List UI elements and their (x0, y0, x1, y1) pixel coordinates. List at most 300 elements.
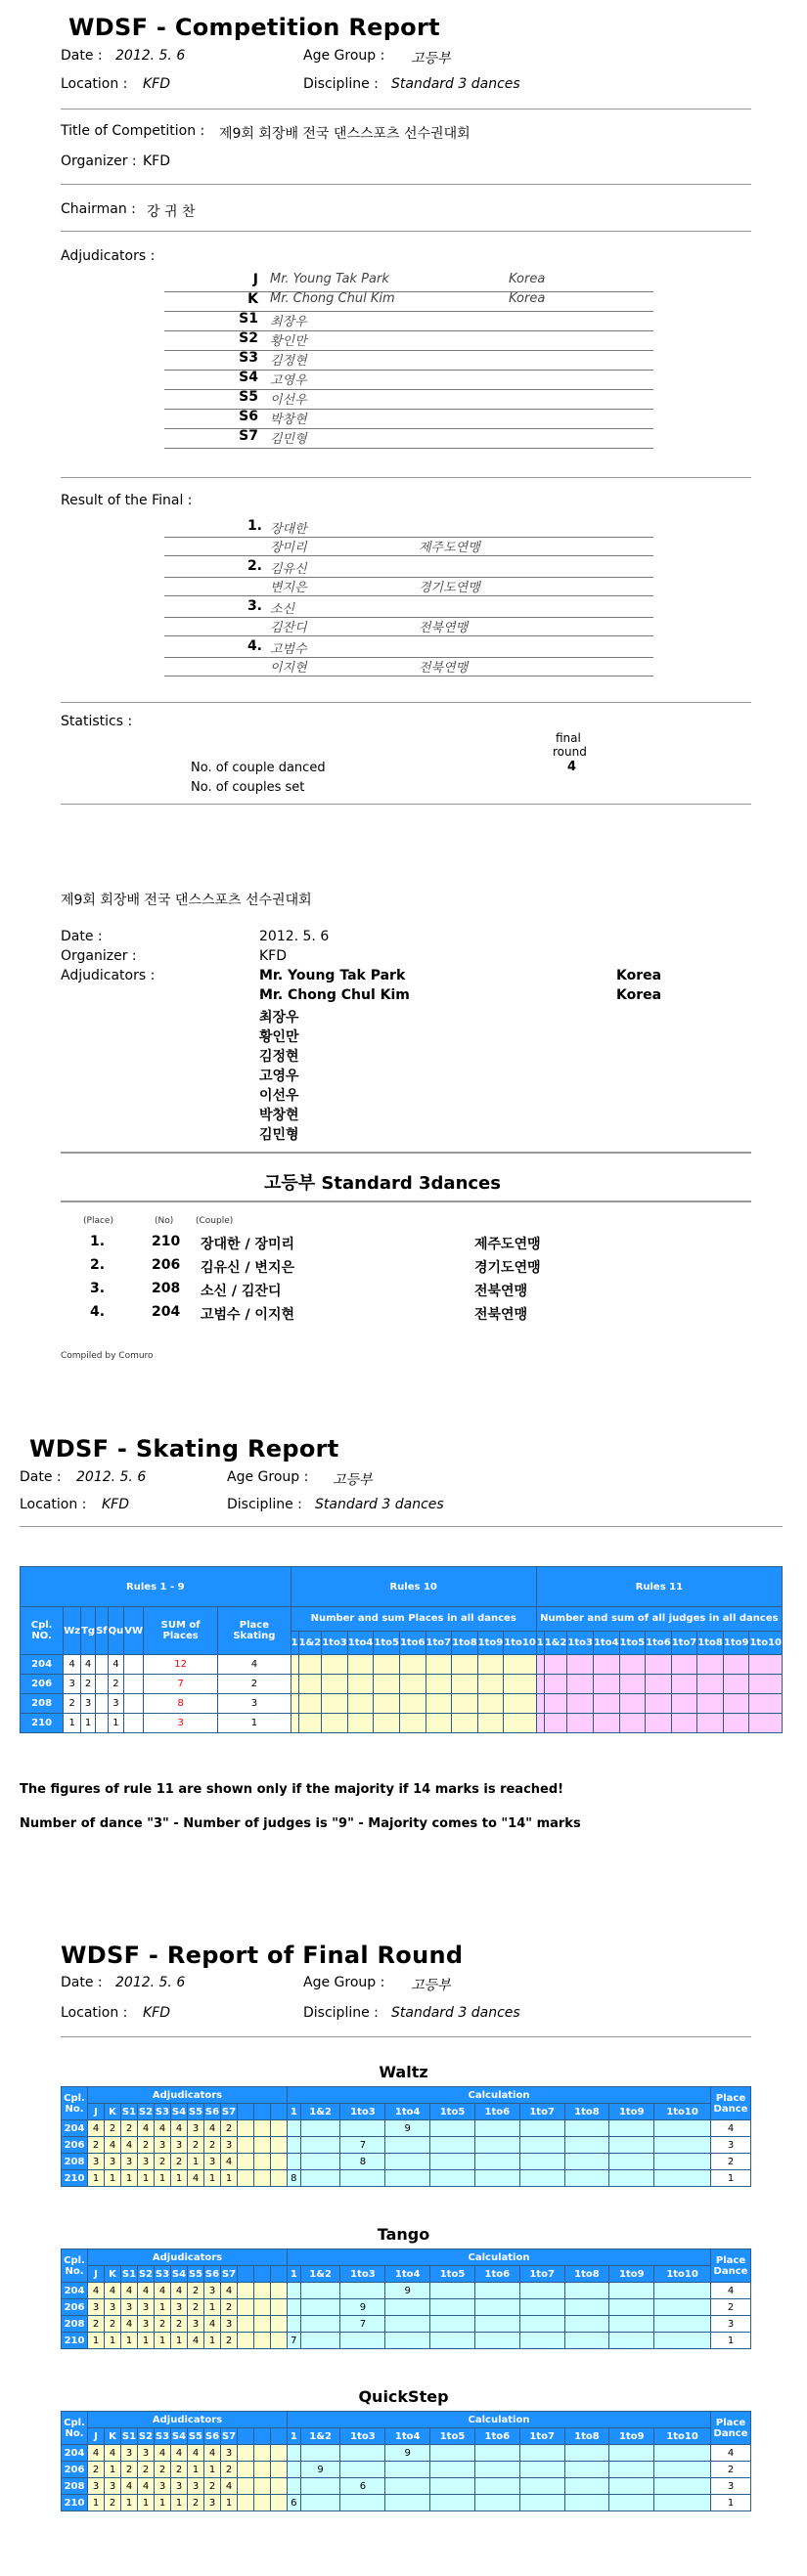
r11-col-header: 1to9 (723, 1631, 749, 1655)
summary-date: 2012. 5. 6 (259, 929, 330, 944)
judge-mark-empty (271, 2299, 288, 2316)
judge-mark: 3 (221, 2445, 238, 2462)
skating-age-label: Age Group : (227, 1469, 309, 1485)
summary-no: 206 (152, 1257, 181, 1273)
skating-discipline-label: Discipline : (227, 1497, 302, 1512)
col-cpl: Cpl. No. (62, 2249, 88, 2283)
calc-cell: 9 (340, 2299, 385, 2316)
col-place-dance: Place Dance (711, 2412, 751, 2445)
judge-mark-empty (238, 2495, 254, 2511)
result-man: 고범수 (270, 642, 307, 657)
judge-header: J (88, 2266, 105, 2283)
calc-header: 1to10 (654, 2104, 711, 2120)
calc-cell (288, 2478, 301, 2495)
judge-mark: 4 (121, 2137, 138, 2154)
rule10-cell (452, 1714, 478, 1733)
rule10-cell (347, 1694, 374, 1714)
place-skating: 3 (218, 1694, 291, 1714)
slowfox-place (96, 1655, 109, 1675)
cpl-no: 208 (62, 2316, 88, 2333)
calc-header: 1to6 (474, 2266, 519, 2283)
result-rank: 4. (247, 638, 262, 654)
result-line (164, 577, 653, 596)
judge-header-empty (238, 2266, 254, 2283)
adjudicator-row (164, 409, 653, 429)
calc-cell: 9 (300, 2462, 340, 2478)
cpl-no: 204 (62, 2445, 88, 2462)
r11-col-header: 1to4 (593, 1631, 619, 1655)
judge-mark: 1 (138, 2495, 155, 2511)
adjudicator-country: Korea (509, 291, 546, 306)
divider (61, 804, 751, 805)
judge-mark: 3 (138, 2316, 155, 2333)
place-dance: 4 (711, 2445, 751, 2462)
cpl-no: 204 (21, 1655, 64, 1675)
calc-cell (340, 2495, 385, 2511)
divider (61, 702, 751, 703)
judge-mark-empty (271, 2445, 288, 2462)
adjudicator-row (164, 311, 653, 331)
rule10-cell (399, 1714, 426, 1733)
summary-no: 204 (152, 1304, 181, 1320)
place-dance: 2 (711, 2462, 751, 2478)
calc-cell (300, 2478, 340, 2495)
calc-header: 1to9 (609, 2428, 654, 2445)
summary-adjudicator: 김정현 (259, 1049, 299, 1065)
rule11-note: The figures of rule 11 are shown only if the majority if 14 marks is reached! (20, 1782, 564, 1797)
vwaltz-place (124, 1675, 144, 1694)
cpl-no: 206 (62, 2299, 88, 2316)
judge-header: S6 (204, 2428, 221, 2445)
col-qu: Qu (108, 1607, 124, 1655)
calc-cell (519, 2495, 564, 2511)
judge-mark: 1 (171, 2170, 188, 2187)
calc-header: 1to6 (474, 2104, 519, 2120)
rule11-cell (544, 1694, 567, 1714)
result-line (164, 518, 653, 538)
calc-cell (519, 2445, 564, 2462)
place-dance: 3 (711, 2137, 751, 2154)
judge-mark: 4 (171, 2283, 188, 2299)
judge-header: S6 (204, 2104, 221, 2120)
judge-mark: 1 (105, 2333, 121, 2349)
result-lady: 변지은 (270, 581, 307, 595)
judge-header: S1 (121, 2104, 138, 2120)
judge-header-empty (254, 2428, 271, 2445)
col-wz: Wz (64, 1607, 81, 1655)
sum-of-places: 3 (144, 1714, 218, 1733)
rule10-cell (477, 1714, 504, 1733)
summary-club: 제주도연맹 (474, 1237, 541, 1252)
judge-mark: 2 (171, 2462, 188, 2478)
calc-cell (340, 2333, 385, 2349)
calc-cell (430, 2120, 475, 2137)
judge-mark: 2 (121, 2120, 138, 2137)
judge-mark: 2 (105, 2316, 121, 2333)
cpl-no: 210 (62, 2333, 88, 2349)
calc-cell (430, 2445, 475, 2462)
result-line (164, 598, 653, 618)
judge-mark: 4 (138, 2478, 155, 2495)
judge-header-empty (238, 2104, 254, 2120)
calc-cell (564, 2154, 609, 2170)
discipline-label: Discipline : (303, 76, 379, 92)
judge-mark: 3 (221, 2137, 238, 2154)
summary-place: 2. (90, 1257, 106, 1273)
title-of-competition-label: Title of Competition : (61, 123, 205, 139)
calc-cell (430, 2462, 475, 2478)
judge-header: S5 (188, 2104, 204, 2120)
adjudicator-code: S6 (239, 409, 258, 424)
r11-col-header: 1to5 (619, 1631, 646, 1655)
rule10-cell (426, 1714, 452, 1733)
divider (20, 1526, 783, 1527)
adjudicator-row (164, 428, 653, 449)
skating-row (21, 1655, 783, 1675)
calc-cell (654, 2316, 711, 2333)
judge-mark: 3 (188, 2316, 204, 2333)
rule10-cell (347, 1675, 374, 1694)
col-sum: SUM of Places (144, 1607, 218, 1655)
col-cpl: Cpl. No. (62, 2412, 88, 2445)
col-calculation: Calculation (288, 2087, 711, 2104)
rule10-cell (298, 1694, 322, 1714)
summary-couple: 소신 / 김잔디 (201, 1284, 282, 1299)
rule11-cell (567, 1675, 594, 1694)
rule10-cell (477, 1655, 504, 1675)
calc-cell (654, 2445, 711, 2462)
skating-discipline: Standard 3 dances (315, 1497, 444, 1512)
judge-mark: 4 (171, 2445, 188, 2462)
rule10-cell (291, 1675, 298, 1694)
judge-mark: 2 (221, 2333, 238, 2349)
sum-of-places: 7 (144, 1675, 218, 1694)
stat-value: 4 (567, 760, 577, 774)
calc-cell (654, 2495, 711, 2511)
calc-cell (654, 2283, 711, 2299)
judge-mark: 3 (138, 2154, 155, 2170)
waltz-place: 4 (64, 1655, 81, 1675)
divider (61, 231, 751, 232)
judge-mark-empty (238, 2445, 254, 2462)
rule10-cell (298, 1714, 322, 1733)
final-discipline: Standard 3 dances (391, 2005, 520, 2021)
discipline-value: Standard 3 dances (391, 76, 520, 92)
calc-cell (385, 2333, 430, 2349)
judge-mark-empty (254, 2316, 271, 2333)
dance-table (61, 2249, 751, 2349)
judge-mark: 4 (188, 2170, 204, 2187)
rule11-cell (593, 1694, 619, 1714)
judge-mark-empty (271, 2120, 288, 2137)
final-location-label: Location : (61, 2005, 128, 2021)
r10-col-header: 1&2 (298, 1631, 322, 1655)
calc-cell (519, 2333, 564, 2349)
dance-title: Waltz (379, 2063, 428, 2081)
calc-cell: 6 (340, 2478, 385, 2495)
tango-place: 3 (81, 1694, 96, 1714)
rule10-cell (452, 1675, 478, 1694)
rule10-cell (504, 1655, 537, 1675)
col-cpl: Cpl. NO. (21, 1607, 64, 1655)
slowfox-place (96, 1675, 109, 1694)
adjudicator-code: J (252, 272, 258, 287)
result-line (164, 638, 653, 658)
skating-row (21, 1714, 783, 1733)
r10-col-header: 1to9 (477, 1631, 504, 1655)
calc-cell (385, 2462, 430, 2478)
calc-cell (300, 2316, 340, 2333)
judge-header-empty (271, 2104, 288, 2120)
judge-mark: 3 (121, 2445, 138, 2462)
col-adjudicators: Adjudicators (88, 2412, 288, 2428)
vwaltz-place (124, 1714, 144, 1733)
cpl-no: 204 (62, 2120, 88, 2137)
final-title: WDSF - Report of Final Round (61, 1942, 464, 1969)
waltz-place: 1 (64, 1714, 81, 1733)
result-man: 소신 (270, 602, 295, 617)
skating-age: 고등부 (333, 1472, 373, 1488)
rule10-cell (291, 1694, 298, 1714)
calc-header: 1to8 (564, 2428, 609, 2445)
adjudicator-country: Korea (509, 272, 546, 286)
summary-adjudicator: Mr. Young Tak Park (259, 968, 406, 983)
divider (61, 477, 751, 478)
calc-cell: 8 (288, 2170, 301, 2187)
dance-row (62, 2495, 751, 2511)
cpl-no: 208 (21, 1694, 64, 1714)
calc-cell (430, 2299, 475, 2316)
judge-header: S4 (171, 2104, 188, 2120)
divider (61, 184, 751, 185)
rule10-cell (399, 1675, 426, 1694)
judge-header: J (88, 2428, 105, 2445)
calc-header: 1&2 (300, 2428, 340, 2445)
judge-mark: 2 (204, 2478, 221, 2495)
vwaltz-place (124, 1655, 144, 1675)
rule10-cell (322, 1694, 348, 1714)
rules-11-sub: Number and sum of all judges in all dances (536, 1607, 782, 1632)
adjudicators-label: Adjudicators : (61, 248, 156, 264)
col-place-header: (Place) (83, 1216, 113, 1226)
final-location: KFD (143, 2005, 171, 2021)
rule10-cell (322, 1714, 348, 1733)
calc-cell (519, 2154, 564, 2170)
calc-cell (564, 2495, 609, 2511)
result-label: Result of the Final : (61, 493, 193, 508)
calc-cell: 7 (340, 2316, 385, 2333)
calc-cell (654, 2333, 711, 2349)
calc-cell (609, 2462, 654, 2478)
judge-mark: 1 (105, 2462, 121, 2478)
adjudicator-code: S5 (239, 389, 258, 405)
rule10-cell (504, 1675, 537, 1694)
judge-mark: 1 (204, 2462, 221, 2478)
summary-adjudicator-country: Korea (616, 968, 662, 983)
place-dance: 4 (711, 2120, 751, 2137)
judge-mark: 4 (138, 2120, 155, 2137)
divider (61, 1152, 751, 1154)
divider (61, 2036, 751, 2037)
calc-cell (430, 2170, 475, 2187)
summary-date-label: Date : (61, 929, 103, 944)
r10-col-header: 1to10 (504, 1631, 537, 1655)
summary-adjudicator: 최장우 (259, 1010, 299, 1026)
calc-cell (564, 2445, 609, 2462)
judge-header: S2 (138, 2428, 155, 2445)
dance-row (62, 2283, 751, 2299)
calc-cell (519, 2478, 564, 2495)
judge-header: S7 (221, 2104, 238, 2120)
adjudicator-name: 박창현 (270, 413, 307, 427)
stat-row-set: No. of couples set (191, 780, 305, 795)
calc-cell: 6 (288, 2495, 301, 2511)
judge-header: K (105, 2428, 121, 2445)
col-tg: Tg (81, 1607, 96, 1655)
judge-mark-empty (254, 2478, 271, 2495)
adjudicator-row (164, 389, 653, 410)
calc-cell (340, 2445, 385, 2462)
calc-cell (609, 2495, 654, 2511)
r10-col-header: 1to6 (399, 1631, 426, 1655)
judge-mark-empty (238, 2333, 254, 2349)
calc-cell (288, 2137, 301, 2154)
summary-couple: 고범수 / 이지현 (201, 1307, 295, 1323)
col-cpl: Cpl. No. (62, 2087, 88, 2120)
calc-header: 1to7 (519, 2266, 564, 2283)
judge-mark-empty (271, 2495, 288, 2511)
judge-mark-empty (254, 2154, 271, 2170)
judge-mark-empty (271, 2316, 288, 2333)
calc-cell: 9 (385, 2445, 430, 2462)
judge-header: S5 (188, 2428, 204, 2445)
judge-mark: 3 (105, 2154, 121, 2170)
judge-header: S3 (155, 2428, 171, 2445)
calc-header: 1to8 (564, 2104, 609, 2120)
statistics-label: Statistics : (61, 714, 133, 729)
slowfox-place (96, 1694, 109, 1714)
calc-cell (288, 2316, 301, 2333)
rule11-cell (697, 1714, 724, 1733)
adjudicator-name: Mr. Young Tak Park (270, 272, 389, 286)
r10-col-header: 1to8 (452, 1631, 478, 1655)
final-date-label: Date : (61, 1975, 103, 1990)
adjudicator-name: 고영우 (270, 373, 307, 388)
judge-mark: 1 (204, 2170, 221, 2187)
title-of-competition-value: 제9회 회장배 전국 댄스스포츠 선수권대회 (219, 126, 471, 142)
col-no-header: (No) (155, 1216, 174, 1226)
calc-cell (385, 2299, 430, 2316)
rule11-cell (671, 1694, 697, 1714)
summary-place: 3. (90, 1281, 106, 1296)
judge-mark: 4 (121, 2316, 138, 2333)
judge-mark: 1 (88, 2170, 105, 2187)
place-dance: 1 (711, 2170, 751, 2187)
rules-1-9-header: Rules 1 - 9 (21, 1567, 291, 1607)
calc-cell (474, 2137, 519, 2154)
calc-cell (288, 2120, 301, 2137)
dance-title: Tango (377, 2225, 430, 2244)
quickstep-place: 2 (108, 1675, 124, 1694)
calc-cell (300, 2445, 340, 2462)
judge-mark: 3 (88, 2299, 105, 2316)
dance-table (61, 2411, 751, 2511)
judge-header: K (105, 2104, 121, 2120)
summary-couple: 김유신 / 변지은 (201, 1260, 295, 1276)
summary-club: 전북연맹 (474, 1307, 528, 1323)
rule11-cell (567, 1694, 594, 1714)
quickstep-place: 3 (108, 1694, 124, 1714)
judge-mark: 4 (155, 2283, 171, 2299)
rules-11-header: Rules 11 (536, 1567, 782, 1607)
calc-cell (385, 2154, 430, 2170)
rule11-cell (671, 1655, 697, 1675)
rule10-cell (399, 1655, 426, 1675)
date-value: 2012. 5. 6 (115, 48, 186, 64)
judge-header: S1 (121, 2266, 138, 2283)
judge-mark: 4 (188, 2333, 204, 2349)
judge-header-empty (238, 2428, 254, 2445)
calc-cell (564, 2299, 609, 2316)
judge-mark: 1 (171, 2495, 188, 2511)
r10-col-header: 1to4 (347, 1631, 374, 1655)
r11-col-header: 1to3 (567, 1631, 594, 1655)
calc-cell (288, 2283, 301, 2299)
rule11-cell (619, 1655, 646, 1675)
result-man: 장대한 (270, 522, 307, 537)
calc-header: 1to8 (564, 2266, 609, 2283)
rule11-cell (723, 1655, 749, 1675)
calc-cell (609, 2316, 654, 2333)
judge-mark-empty (238, 2462, 254, 2478)
judge-mark: 3 (121, 2299, 138, 2316)
place-skating: 4 (218, 1655, 291, 1675)
rule11-cell (749, 1675, 783, 1694)
calc-cell (564, 2478, 609, 2495)
place-dance: 1 (711, 2333, 751, 2349)
place-dance: 3 (711, 2478, 751, 2495)
judge-mark-empty (254, 2495, 271, 2511)
judge-mark: 1 (204, 2299, 221, 2316)
rule11-cell (671, 1675, 697, 1694)
judge-mark: 1 (138, 2333, 155, 2349)
adjudicator-row (164, 370, 653, 390)
judge-mark: 3 (155, 2137, 171, 2154)
calc-cell (564, 2170, 609, 2187)
calc-cell (609, 2120, 654, 2137)
summary-no: 208 (152, 1281, 181, 1296)
judge-header: S3 (155, 2104, 171, 2120)
judge-mark: 4 (138, 2283, 155, 2299)
place-dance: 2 (711, 2299, 751, 2316)
rule10-cell (477, 1694, 504, 1714)
calc-header: 1 (288, 2428, 301, 2445)
calc-cell (430, 2495, 475, 2511)
chairman-label: Chairman : (61, 201, 136, 217)
rule11-cell (646, 1714, 672, 1733)
judge-header: S6 (204, 2266, 221, 2283)
judge-header: S3 (155, 2266, 171, 2283)
col-place-dance: Place Dance (711, 2087, 751, 2120)
judge-mark: 2 (221, 2462, 238, 2478)
dance-row (62, 2333, 751, 2349)
r10-col-header: 1to3 (322, 1631, 348, 1655)
rule11-cell (749, 1714, 783, 1733)
calc-cell (609, 2445, 654, 2462)
rule11-cell (697, 1655, 724, 1675)
r10-col-header: 1 (291, 1631, 298, 1655)
rule10-cell (298, 1675, 322, 1694)
